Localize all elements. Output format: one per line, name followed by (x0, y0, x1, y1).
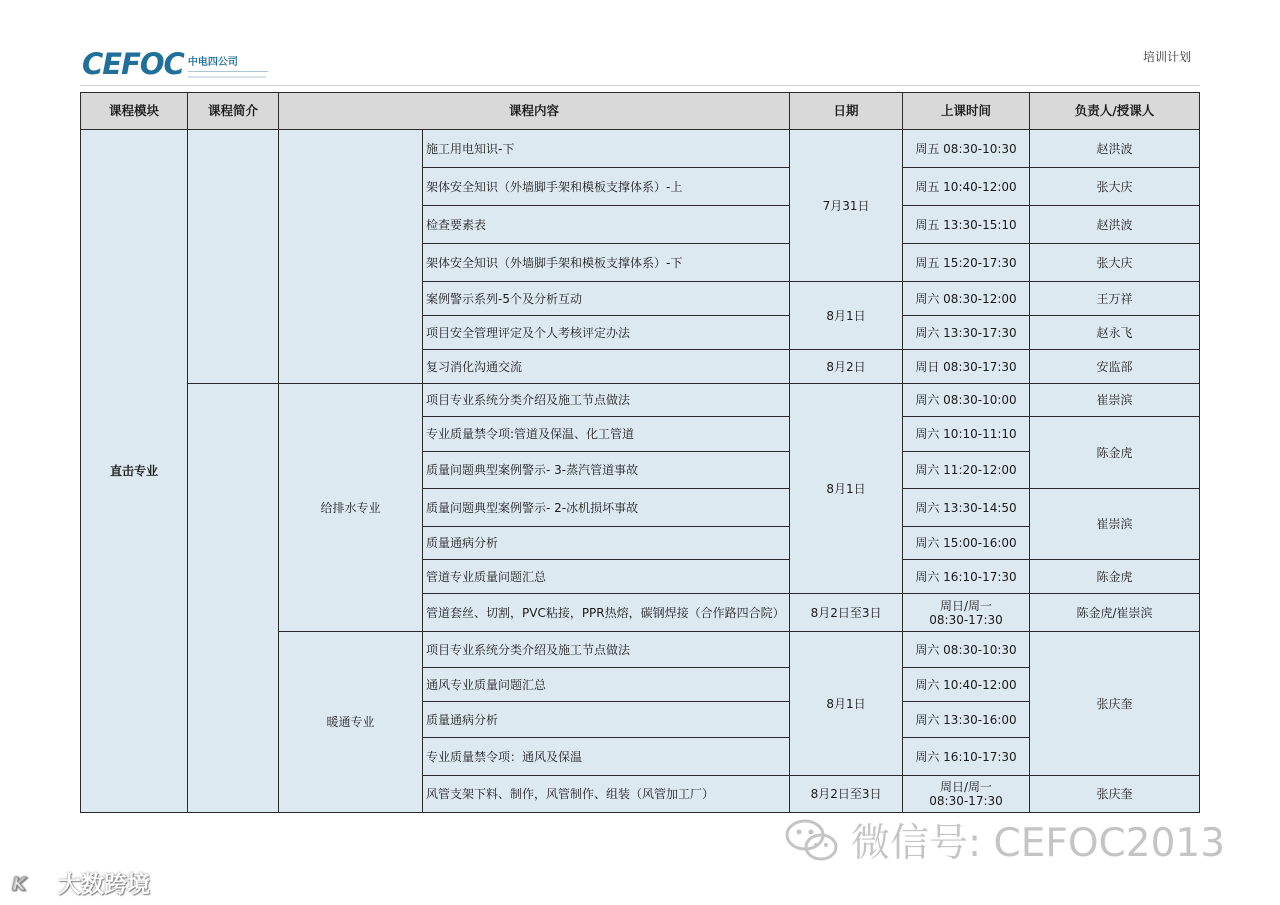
course-content: 质量通病分析 (423, 702, 790, 738)
time-cell: 周六 08:30-10:00 (903, 384, 1030, 417)
person-cell: 张大庆 (1030, 244, 1200, 282)
logo-wordmark: CEFOC (82, 47, 184, 81)
person-cell: 陈金虎/崔崇滨 (1030, 594, 1200, 632)
table-header-row (81, 93, 1200, 130)
time-cell: 周五 15:20-17:30 (903, 244, 1030, 282)
date-cell: 8月1日 (790, 282, 903, 350)
time-cell: 周六 08:30-10:30 (903, 632, 1030, 668)
time-cell: 周六 10:10-11:10 (903, 417, 1030, 452)
logo-chinese-name: 中电四公司 (187, 57, 238, 68)
person-cell: 张庆奎 (1030, 632, 1200, 776)
person-cell: 张庆奎 (1030, 776, 1200, 813)
time-cell-two-line (903, 594, 1030, 632)
time-cell: 周六 16:10-17:30 (903, 560, 1030, 594)
wechat-watermark (783, 812, 1225, 868)
intro-cell (188, 130, 279, 384)
time-hours: 08:30-17:30 (929, 612, 1003, 627)
brand-watermark (10, 866, 150, 899)
training-plan-table (80, 92, 1200, 813)
logo-fine-print (188, 76, 266, 78)
course-content: 专业质量禁令项:管道及保温、化工管道 (423, 417, 790, 452)
person-cell: 赵洪波 (1030, 206, 1200, 244)
subcategory-water: 给排水专业 (279, 384, 423, 632)
wechat-icon (783, 817, 841, 863)
course-content: 项目专业系统分类介绍及施工节点做法 (423, 632, 790, 668)
course-content: 质量问题典型案例警示- 3-蒸汽管道事故 (423, 452, 790, 489)
time-cell: 周六 15:00-16:00 (903, 527, 1030, 560)
course-content: 质量通病分析 (423, 527, 790, 560)
col-header-person: 负责人/授课人 (1030, 93, 1200, 130)
person-cell: 王万祥 (1030, 282, 1200, 316)
document-title: 培训计划 (1143, 50, 1192, 64)
logo-side (188, 57, 268, 78)
date-cell: 8月1日 (790, 632, 903, 776)
col-header-time: 上课时间 (903, 93, 1030, 130)
course-content: 案例警示系列-5个及分析互动 (423, 282, 790, 316)
course-content: 专业质量禁令项：通风及保温 (423, 738, 790, 776)
person-cell: 崔崇滨 (1030, 489, 1200, 560)
course-content: 施工用电知识-下 (423, 130, 790, 168)
intro-cell (188, 384, 279, 813)
brand-text: 大数跨境 (58, 872, 150, 898)
col-header-content: 课程内容 (279, 93, 790, 130)
time-cell-two-line (903, 776, 1030, 813)
time-cell: 周五 08:30-10:30 (903, 130, 1030, 168)
person-cell: 张大庆 (1030, 168, 1200, 206)
subcategory-cell (279, 130, 423, 384)
person-cell: 陈金虎 (1030, 417, 1200, 489)
date-cell: 8月2日 (790, 350, 903, 384)
table-row (81, 384, 1200, 417)
time-cell: 周六 11:20-12:00 (903, 452, 1030, 489)
time-cell: 周六 08:30-12:00 (903, 282, 1030, 316)
subcategory-hvac: 暖通专业 (279, 632, 423, 813)
course-content: 复习消化沟通交流 (423, 350, 790, 384)
person-cell: 崔崇滨 (1030, 384, 1200, 417)
col-header-intro: 课程简介 (188, 93, 279, 130)
time-cell: 周五 13:30-15:10 (903, 206, 1030, 244)
table-row (81, 130, 1200, 168)
brand-mark-icon (10, 870, 58, 896)
time-cell: 周六 16:10-17:30 (903, 738, 1030, 776)
course-content: 质量问题典型案例警示- 2-冰机损坏事故 (423, 489, 790, 527)
svg-text:K: K (12, 873, 26, 895)
course-content: 风管支架下料、制作，风管制作、组装（风管加工厂） (423, 776, 790, 813)
date-cell: 7月31日 (790, 130, 903, 282)
time-hours: 08:30-17:30 (929, 794, 1003, 808)
course-content: 项目安全管理评定及个人考核评定办法 (423, 316, 790, 350)
course-content: 架体安全知识（外墙脚手架和模板支撑体系）-上 (423, 168, 790, 206)
person-cell: 安监部 (1030, 350, 1200, 384)
date-cell: 8月2日至3日 (790, 776, 903, 813)
header-divider (80, 85, 1200, 86)
time-cell: 周日 08:30-17:30 (903, 350, 1030, 384)
logo-rule (188, 71, 268, 72)
time-cell: 周六 13:30-17:30 (903, 316, 1030, 350)
date-cell: 8月2日至3日 (790, 594, 903, 632)
module-cell: 直击专业 (81, 130, 188, 813)
company-logo (82, 47, 268, 81)
course-content: 项目专业系统分类介绍及施工节点做法 (423, 384, 790, 417)
time-days: 周日/周一 (939, 598, 993, 613)
person-cell: 陈金虎 (1030, 560, 1200, 594)
col-header-module: 课程模块 (81, 93, 188, 130)
date-cell: 8月1日 (790, 384, 903, 594)
course-content: 检查要素表 (423, 206, 790, 244)
time-cell: 周五 10:40-12:00 (903, 168, 1030, 206)
wechat-id-text: 微信号: CEFOC2013 (851, 821, 1226, 866)
col-header-date: 日期 (790, 93, 903, 130)
person-cell: 赵永飞 (1030, 316, 1200, 350)
time-cell: 周六 13:30-16:00 (903, 702, 1030, 738)
course-content: 管道套丝、切割，PVC粘接，PPR热熔，碳钢焊接（合作路四合院） (423, 594, 790, 632)
course-content: 通风专业质量问题汇总 (423, 668, 790, 702)
time-cell: 周六 13:30-14:50 (903, 489, 1030, 527)
time-days: 周日/周一 (939, 780, 993, 794)
time-cell: 周六 10:40-12:00 (903, 668, 1030, 702)
course-content: 管道专业质量问题汇总 (423, 560, 790, 594)
person-cell: 赵洪波 (1030, 130, 1200, 168)
course-content: 架体安全知识（外墙脚手架和模板支撑体系）-下 (423, 244, 790, 282)
